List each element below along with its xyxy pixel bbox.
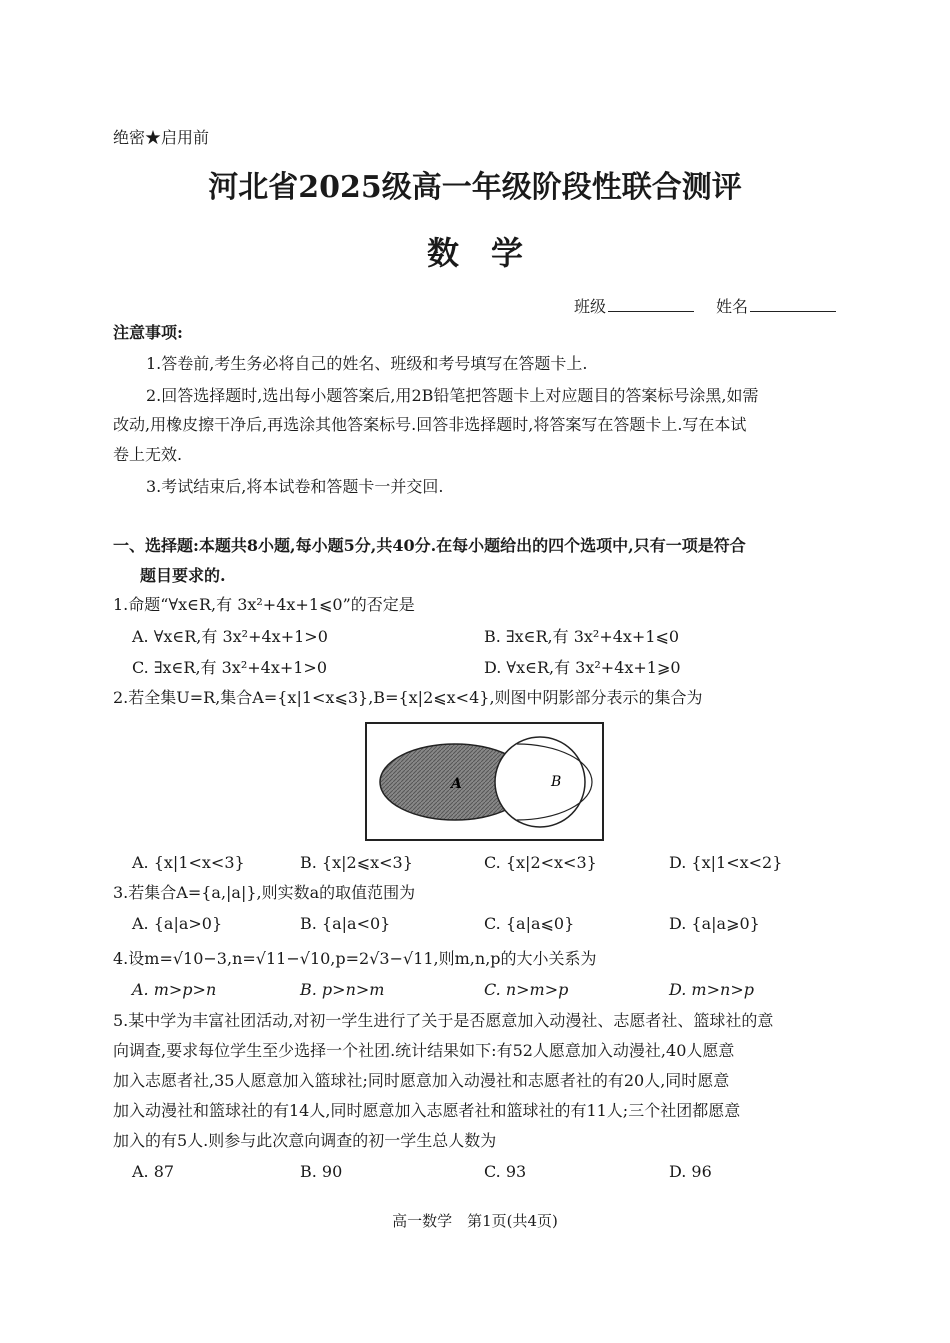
notice-line: 3.考试结束后,将本试卷和答题卡一并交回. [146,477,444,496]
q4-option-c: C. n>m>p [484,980,569,999]
section-heading-cont: 题目要求的. [140,566,226,585]
q5-option-c: C. 93 [484,1162,527,1181]
name-field[interactable] [716,297,836,317]
class-label: 班级 [574,297,607,316]
notice-line: 2.回答选择题时,选出每小题答案后,用2B铅笔把答题卡上对应题目的答案标号涂黑,如需 [146,386,759,405]
q3-option-a: A. {a|a>0} [132,914,223,933]
question-5-stem: 5.某中学为丰富社团活动,对初一学生进行了关于是否愿意加入动漫社、志愿者社、篮球社的意 [113,1011,774,1030]
q1-option-a: A. ∀x∈R,有 3x²+4x+1>0 [132,627,328,646]
question-4-stem: 4.设m=√10−3,n=√11−√10,p=2√3−√11,则m,n,p的大小关系为 [113,949,597,968]
class-field[interactable] [574,297,694,317]
q3-option-d: D. {a|a⩾0} [669,914,760,933]
q1-option-c: C. ∃x∈R,有 3x²+4x+1>0 [132,658,328,677]
q3-option-c: C. {a|a⩽0} [484,914,575,933]
page-footer: 高一数学 第1页(共4页) [392,1212,558,1230]
question-5-stem: 加入动漫社和篮球社的有14人,同时愿意加入志愿者社和篮球社的有11人;三个社团都愿意 [113,1101,741,1120]
q2-option-d: D. {x|1<x<2} [669,853,783,872]
question-5-stem: 加入的有5人.则参与此次意向调查的初一学生总人数为 [113,1131,497,1150]
q5-option-a: A. 87 [132,1162,175,1181]
name-label: 姓名 [716,297,749,316]
notice-line: 改动,用橡皮擦干净后,再选涂其他答案标号.回答非选择题时,将答案写在答题卡上.写在本试 [113,415,747,434]
section-heading: 一、选择题:本题共8小题,每小题5分,共40分.在每小题给出的四个选项中,只有一项是符合 [113,536,746,555]
secret-label: 绝密★启用前 [113,128,210,147]
q1-option-b: B. ∃x∈R,有 3x²+4x+1⩽0 [484,627,680,646]
venn-diagram [365,722,605,842]
notice-line: 卷上无效. [113,445,183,464]
q2-option-c: C. {x|2<x<3} [484,853,597,872]
exam-title: 河北省2025级高一年级阶段性联合测评 [208,170,742,205]
q4-option-a: A. m>p>n [132,980,217,999]
set-b-label: B [551,774,562,790]
q5-option-d: D. 96 [669,1162,712,1181]
notice-heading: 注意事项: [113,323,183,342]
q1-option-d: D. ∀x∈R,有 3x²+4x+1⩾0 [484,658,681,677]
notice-line: 1.答卷前,考生务必将自己的姓名、班级和考号填写在答题卡上. [146,354,588,373]
q2-option-b: B. {x|2⩽x<3} [300,853,413,872]
question-3-stem: 3.若集合A={a,|a|},则实数a的取值范围为 [113,883,416,902]
question-1-stem: 1.命题“∀x∈R,有 3x²+4x+1⩽0”的否定是 [113,595,415,614]
q5-option-b: B. 90 [300,1162,343,1181]
subject-title: 数 学 [426,234,523,272]
q2-option-a: A. {x|1<x<3} [132,853,245,872]
set-b-circle [495,737,585,827]
q4-option-b: B. p>n>m [300,980,385,999]
question-5-stem: 加入志愿者社,35人愿意加入篮球社;同时愿意加入动漫社和志愿者社的有20人,同时愿意 [113,1071,730,1090]
set-a-label: A [451,776,462,792]
q3-option-b: B. {a|a<0} [300,914,391,933]
q4-option-d: D. m>n>p [669,980,754,999]
question-5-stem: 向调查,要求每位学生至少选择一个社团.统计结果如下:有52人愿意加入动漫社,40人愿意 [113,1041,735,1060]
question-2-stem: 2.若全集U=R,集合A={x|1<x⩽3},B={x|2⩽x<4},则图中阴影部分表示的集合为 [113,688,703,707]
